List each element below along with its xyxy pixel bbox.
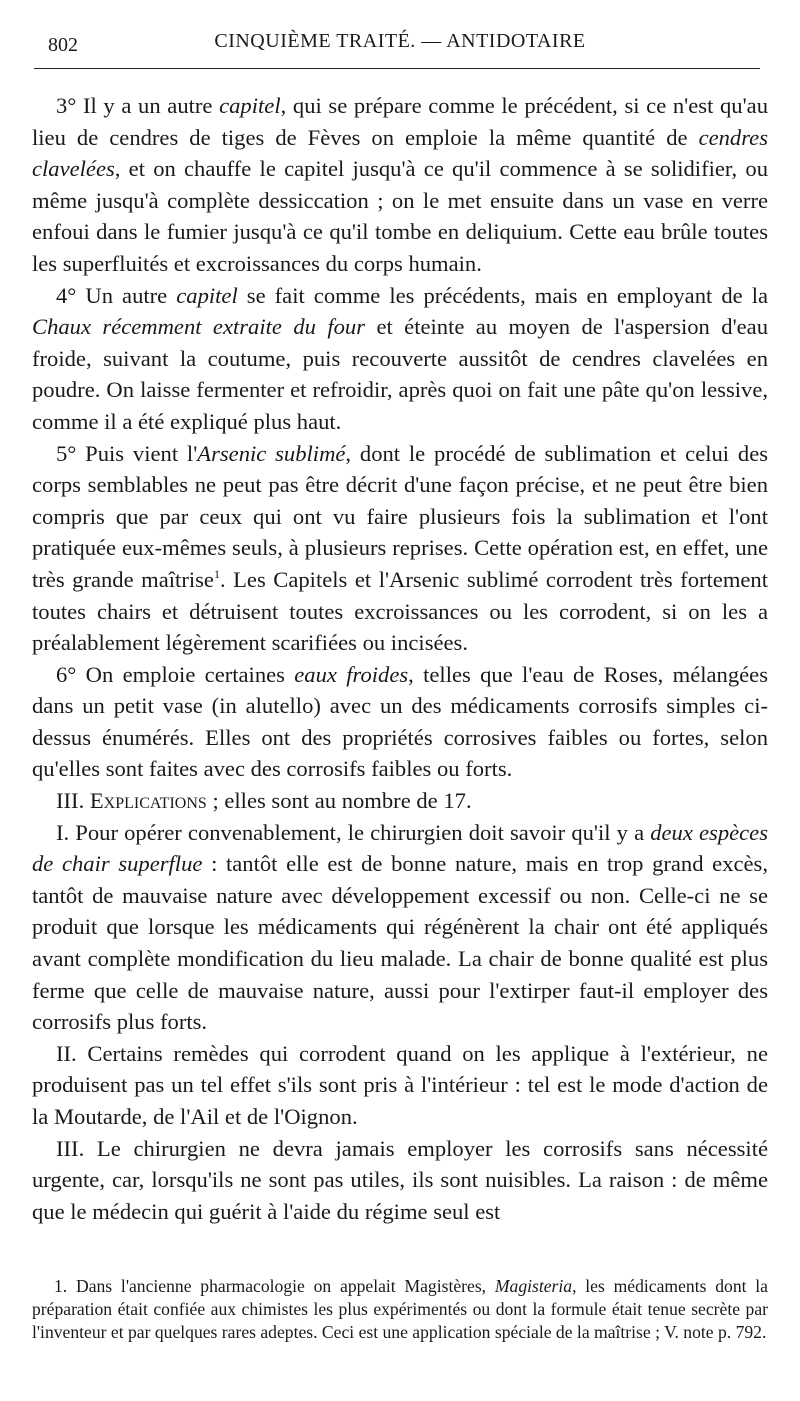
text-run: II. Certains remèdes qui corrodent quand on les applique à l'extérieur, ne produisent pas un tel effet s'ils sont pris à l'intérieur : tel est le mode d'action de la Moutarde, de l'Ail et de l'Oignon.: [32, 1040, 768, 1129]
text-run: . Les Capitels et l'Arsenic sublimé corrodent très fortement toutes chairs et détruisent toutes excroissances ou les corrodent, si on les a préalablement légèrement scarifiées ou incisées.: [32, 566, 768, 656]
text-run: 1. Dans l'ancienne pharmacologie on appelait Magistères,: [54, 1276, 495, 1296]
text-run: : tantôt elle est de bonne nature, mais en trop grand excès, tantôt de mauvaise nature avec développement excessif ou non. Celle-ci ne se produit que lorsque les médicaments qui régénèrent la chair ont été appliqués avant complète mondification du lieu malade. La chair de bonne qualité est plus ferme que celle de mauvaise nature, aussi pour l'extirper faut-il employer des corrosifs plus forts.: [32, 851, 768, 1035]
text-run: I. Pour opérer convenablement, le chirurgien doit savoir qu'il y a: [56, 819, 651, 845]
paragraph: [32, 90, 768, 280]
text-run: , telles que l'eau de Roses, mélangées dans un petit vase (in alutello) avec un des médicaments corrosifs simples ci-dessus énumérés. Elles ont des propriétés corrosives faibles ou fortes, selon qu'elles sont faites avec des corrosifs faibles ou forts.: [32, 661, 768, 782]
paragraph: [32, 438, 768, 659]
section-heading: Explications: [89, 788, 207, 814]
footnote: [32, 1275, 768, 1344]
body-text: [32, 90, 768, 1227]
paragraph: [32, 817, 768, 1038]
text-run: 4° Un autre: [56, 282, 177, 308]
text-run: 3° Il y a un autre: [56, 93, 220, 118]
italic-text: deux espèces de chair superflue: [32, 819, 768, 877]
italic-text: cendres clavelées: [32, 124, 768, 182]
text-run: ; elles sont au nombre de 17.: [206, 788, 472, 814]
text-run: , les médicaments dont la préparation était confiée aux chimistes les plus expérimentés ou dont la formule était tenue secrète par l'inventeur et par quelques rares adeptes. Ceci est une application spéciale de la maîtrise ; V. note p. 792.: [32, 1276, 768, 1342]
text-run: , dont le procédé de sublimation et celui des corps semblables ne peut pas être décrit d'une façon précise, et ne peut être bien compris que par ceux qui ont vu faire plusieurs fois la sublimation et l'ont pratiquée eux-mêmes seuls, à plusieurs reprises. Cette opération est, en effet, une très grande maîtrise: [32, 440, 769, 592]
italic-text: eaux froides: [294, 661, 409, 687]
italic-text: capitel: [219, 93, 281, 118]
paragraph: [32, 659, 768, 785]
italic-text: capitel: [176, 282, 238, 308]
italic-text: Magisteria: [494, 1276, 573, 1296]
text-run: III. Le chirurgien ne devra jamais employer les corrosifs sans nécessité urgente, car, lorsqu'ils ne sont pas utiles, ils sont nuisibles. La raison : de même que le médecin qui guérit à l'aide du régime seul est: [32, 1135, 768, 1224]
page-number: 802: [48, 34, 78, 56]
italic-text: Arsenic sublimé: [197, 440, 346, 466]
text-run: se fait comme les précédents, mais en employant de la: [237, 282, 768, 308]
footnotes: [32, 1275, 768, 1344]
paragraph: [32, 785, 768, 817]
paragraph: [32, 280, 768, 438]
text-run: 5° Puis vient l': [56, 440, 198, 466]
page-header: [40, 26, 760, 60]
text-run: et éteinte au moyen de l'aspersion d'eau froide, suivant la coutume, puis recouverte aussitôt de cendres clavelées en poudre. On laisse fermenter et refroidir, après quoi on fait une pâte qu'on lessive, comme il a été expliqué plus haut.: [32, 314, 768, 434]
text-run: , qui se prépare comme le précédent, si ce n'est qu'au lieu de cendres de tiges de Fèves on emploie la même quantité de: [32, 93, 768, 150]
text-run: 6° On emploie certaines: [56, 661, 295, 687]
paragraph: [32, 1133, 768, 1228]
running-title: CINQUIÈME TRAITÉ. — ANTIDOTAIRE: [214, 30, 586, 52]
text-run: , et on chauffe le capitel jusqu'à ce qu'il commence à se solidifier, ou même jusqu'à complète dessiccation ; on le met ensuite dans un vase en verre enfoui dans le fumier jusqu'à ce qu'il tombe en deliquium. Cette eau brûle toutes les superfluités et excroissances du corps humain.: [32, 156, 768, 276]
paragraph: [32, 1038, 768, 1133]
italic-text: Chaux récemment extraite du four: [32, 314, 366, 340]
header-rule: [34, 68, 760, 69]
text-run: III.: [56, 788, 90, 814]
footnote-marker: 1: [213, 566, 220, 581]
